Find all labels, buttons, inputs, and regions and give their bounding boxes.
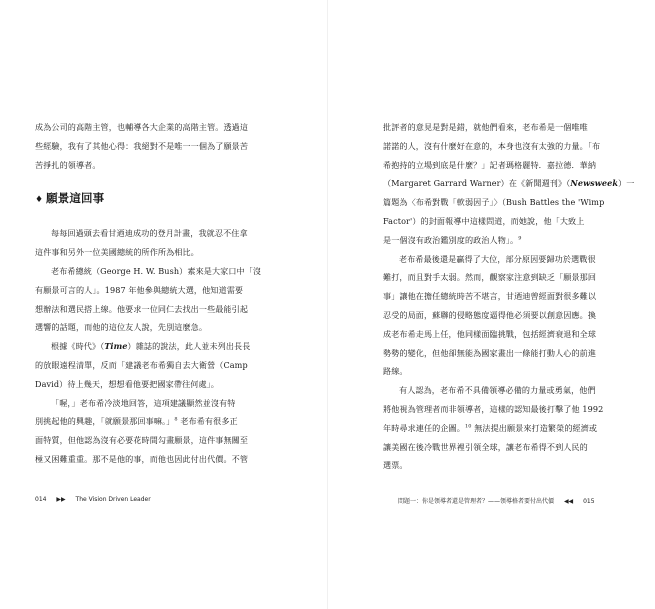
text-line: Factor'）的封面報導中這樣問道，而她說，他「大致上 <box>383 215 585 226</box>
text-segment: （Margaret Garrard Warner）在《新聞週刊》（ <box>383 178 571 189</box>
paragraph <box>35 262 288 337</box>
left-page <box>0 0 327 609</box>
text-line: 篇題為〈布希對戰「軟弱因子」〉（Bush Battles the 'Wimp <box>383 197 605 208</box>
page-number: 014 <box>35 496 47 503</box>
magazine-name: Time <box>104 341 128 352</box>
chapter-title: 問題一：你是領導者還是管理者？——領導格者要付出代價 <box>398 498 555 505</box>
intro-paragraph <box>35 118 288 174</box>
section-heading <box>35 189 288 209</box>
text-segment: 老布希有很多正 <box>177 416 238 427</box>
double-arrow-left-icon: ◀◀ <box>563 498 574 505</box>
double-arrow-icon: ▶▶ <box>56 496 66 503</box>
magazine-name: Newsweek <box>570 178 619 189</box>
text-line: 批評者的意見是對是錯，就他們看來，老布希是一個唯唯 <box>383 122 588 132</box>
right-footer <box>398 496 595 505</box>
text-line: 老布希總統（George H. W. Bush）素來是大家口中「沒 <box>51 265 262 276</box>
right-text-column <box>383 118 636 475</box>
text-segment: 別挑起他的興趣，「就願景那回事嘛。」 <box>35 416 175 427</box>
text-line: 讓美國在後冷戰世界裡引領全球，讓老布希得不到人民的 <box>383 441 588 452</box>
text-line: 些經驗，我有了其他心得：我絕對不是唯一一個為了願景苦 <box>35 140 249 151</box>
text-line: 難打，而且對手太弱。然而，觀察家注意到缺乏「願景那回 <box>383 272 597 283</box>
text-line: David）待上幾天，想想看他要把國家帶往何處」。 <box>35 378 219 389</box>
left-text-column <box>35 118 288 469</box>
left-footer <box>35 496 151 503</box>
text-line: 這件事和另外一位美國總統的所作所為相比。 <box>35 247 199 258</box>
text-line: 成老布希走馬上任，他同樣面臨挑戰，包括經濟衰退和全球 <box>383 328 597 339</box>
text-line: 面特質，但他認為沒有必要花時間勾畫願景，這件事無關至 <box>35 435 249 446</box>
text-line: 成為公司的高階主管，也輔導各大企業的高階主管。透過這 <box>35 122 249 132</box>
paragraph <box>35 394 288 469</box>
text-line: 路線。 <box>383 366 408 377</box>
text-line: 希抱持的立場到底是什麼？」記者瑪格麗特．嘉拉德．華納 <box>383 159 597 170</box>
text-line: 諾諾的人，沒有什麼好在意的，本身也沒有太強的力量。「布 <box>383 140 601 151</box>
footnote-marker: 8 <box>174 416 178 423</box>
diamond-bullet-icon: ♦ <box>35 195 44 206</box>
book-title: The Vision Driven Leader <box>75 496 151 503</box>
text-line: 事」讓他在擔任總統時苦不堪言，甘迺迪曾經面對很多難以 <box>383 291 597 302</box>
text-segment: 無法提出願景來打造繁榮的經濟或 <box>471 422 598 433</box>
paragraph <box>383 118 636 250</box>
paragraph <box>383 381 636 475</box>
text-line: 想辦法和選民搭上線。他要求一位同仁去找出一些最能引起 <box>35 303 249 314</box>
page-number: 015 <box>583 498 595 505</box>
paragraph <box>35 224 288 262</box>
right-page <box>328 0 655 609</box>
text-line: 忍受的局面，蘇聯的侵略態度逼得他必須要以創意因應。換 <box>383 309 597 320</box>
text-segment: 根據《時代》（ <box>51 341 105 352</box>
text-line: 將他視為管理者而非領導者，這樣的認知最後打擊了他 1992 <box>383 403 604 414</box>
text-line: 苦掙扎的領導者。 <box>35 159 101 170</box>
text-segment: 年時尋求連任的企圖。 <box>383 422 465 433</box>
text-segment: ）雜誌的說法，此人並未列出長長 <box>127 341 251 352</box>
text-line: 老布希最後還是贏得了大位，部分原因要歸功於選戰很 <box>399 253 596 264</box>
text-line: 勢勢的變化，但他卻無能為國家畫出一條能打動人心的前進 <box>383 347 597 358</box>
footnote-marker: 10 <box>464 423 472 430</box>
text-line: 極又困難重重。那不是他的事，而他也因此付出代價。不管 <box>35 453 249 464</box>
text-line: 有人認為，老布希不具備領導必備的力量或勇氣，他們 <box>399 385 596 396</box>
text-line: 選票。 <box>383 460 408 471</box>
text-line: 選響的話題，而他的這位友人說，先別這麼急。 <box>35 322 208 333</box>
text-segment: ）一 <box>618 178 635 189</box>
paragraph <box>383 250 636 382</box>
footnote-marker: 9 <box>518 235 522 242</box>
text-line: 「喔，」老布希冷淡地回答，這項建議顯然並沒有特 <box>51 397 236 408</box>
text-line: 每每回過頭去看甘迺迪成功的登月計畫，我就忍不住拿 <box>51 228 248 239</box>
text-line: 有願景可言的人」。1987 年他參與總統大選，他知道需要 <box>35 284 244 295</box>
text-line: 的放眼遠程清單，反而「建議老布希獨自去大衛營（Camp <box>35 359 248 370</box>
text-segment: 是一個沒有政治鑑別度的政治人物」。 <box>383 234 519 245</box>
paragraph <box>35 337 288 393</box>
section-heading-text: 願景這回事 <box>46 191 105 206</box>
